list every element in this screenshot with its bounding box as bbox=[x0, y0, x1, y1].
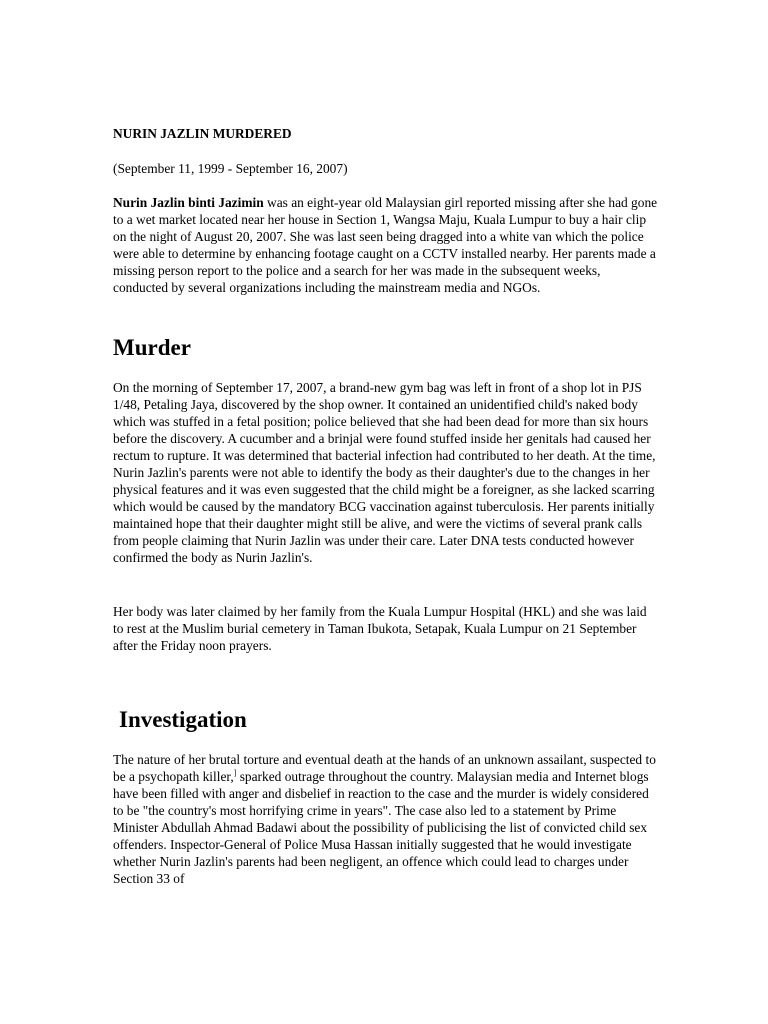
investigation-text-a: The nature of her brutal torture and eventual death at the hands of an unknown assailant, suspected to be a psychopath killer, bbox=[113, 752, 656, 784]
document-title: NURIN JAZLIN MURDERED bbox=[113, 126, 292, 141]
murder-paragraph-2: Her body was later claimed by her family from the Kuala Lumpur Hospital (HKL) and she was laid to rest at the Muslim burial cemetery in Taman Ibukota, Setapak, Kuala Lumpur on 21 September after the Friday noon prayers. bbox=[113, 604, 647, 653]
life-dates: (September 11, 1999 - September 16, 2007) bbox=[113, 161, 348, 176]
intro-text: was an eight-year old Malaysian girl reported missing after she had gone to a wet market located near her house in Section 1, Wangsa Maju, Kuala Lumpur to buy a hair clip on the night of August 20, 2007. She was last seen being dragged into a white van which the police were able to determine by enhancing footage caught on a CCTV installed nearby. Her parents made a missing person report to the police and a search for her was made in the subsequent weeks, conducted by several organizations including the mainstream media and NGOs. bbox=[113, 195, 658, 295]
intro-paragraph bbox=[113, 194, 658, 296]
murder-heading: Murder bbox=[113, 335, 191, 360]
investigation-heading: Investigation bbox=[119, 707, 247, 732]
citation-marker: ] bbox=[233, 768, 237, 778]
investigation-paragraph bbox=[113, 751, 658, 887]
investigation-text-b: sparked outrage throughout the country. Malaysian media and Internet blogs have been filled with anger and disbelief in reaction to the case and the murder is widely considered to be "the country's most horrifying crime in years". The case also led to a statement by Prime Minister Abdullah Ahmad Badawi about the possibility of publicising the list of convicted child sex offenders. Inspector-General of Police Musa Hassan initially suggested that he would investigate whether Nurin Jazlin's parents had been negligent, an offence which could lead to charges under Section 33 of bbox=[113, 769, 649, 886]
subject-name: Nurin Jazlin binti Jazimin bbox=[113, 195, 264, 210]
murder-paragraph-1: On the morning of September 17, 2007, a brand-new gym bag was left in front of a shop lot in PJS 1/48, Petaling Jaya, discovered by the shop owner. It contained an unidentified child's naked body which was stuffed in a fetal position; police believed that she had been dead for more than six hours before the discovery. A cucumber and a brinjal were found stuffed inside her genitals had caused her rectum to rupture. It was determined that bacterial infection had contributed to her death. At the time, Nurin Jazlin's parents were not able to identify the body as their daughter's due to the changes in her physical features and it was even suggested that the child might be a foreigner, as she lacked scarring which would be caused by the mandatory BCG vaccination against tuberculosis. Her parents initially maintained hope that their daughter might still be alive, and were the victims of several prank calls from people claiming that Nurin Jazlin was under their care. Later DNA tests conducted however confirmed the body as Nurin Jazlin's. bbox=[113, 380, 656, 565]
